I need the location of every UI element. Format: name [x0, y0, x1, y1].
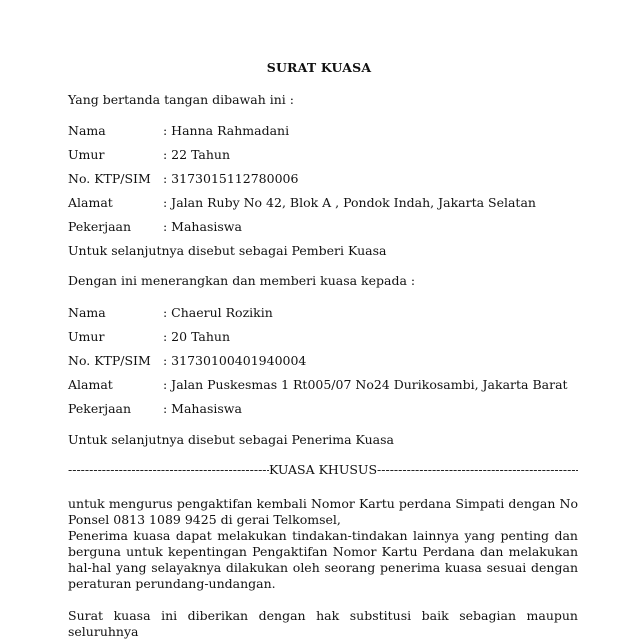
grantee-address-value: : Jalan Puskesmas 1 Rt005/07 No24 Durikosambi, Jakarta Barat: [163, 377, 568, 392]
divider-dash-right: [377, 462, 578, 477]
grantor-address-label: Alamat: [68, 195, 113, 210]
transition-text: Dengan ini menerangkan dan memberi kuasa kepada :: [68, 273, 416, 288]
paragraph-authority: Penerima kuasa dapat melakukan tindakan-tindakan lainnya yang penting dan berguna untuk kepentingan Pengaktifan Nomor Kartu Perdana dan melakukan hal-hal yang selayaknya dilakukan oleh seorang penerima kuasa sesuai dengan peraturan perundang-undangan.: [68, 528, 578, 591]
divider-dash-left: [68, 462, 269, 477]
grantor-occupation-label: Pekerjaan: [68, 219, 132, 234]
grantee-age-value: : 20 Tahun: [163, 329, 231, 344]
grantor-closing: Untuk selanjutnya disebut sebagai Pemberi Kuasa: [68, 243, 387, 258]
grantee-id-value: : 31730100401940004: [163, 353, 307, 368]
grantor-age-value: : 22 Tahun: [163, 147, 231, 162]
grantor-age-label: Umur: [68, 147, 105, 162]
grantor-id-value: : 3173015112780006: [163, 171, 299, 186]
divider-label: KUASA KHUSUS: [268, 462, 378, 477]
grantee-name-label: Nama: [68, 305, 106, 320]
paragraph-substitution: Surat kuasa ini diberikan dengan hak substitusi baik sebagian maupun seluruhnya: [68, 608, 578, 639]
grantee-closing: Untuk selanjutnya disebut sebagai Penerima Kuasa: [68, 432, 394, 447]
grantee-occupation-value: : Mahasiswa: [163, 401, 242, 416]
grantee-occupation-label: Pekerjaan: [68, 401, 132, 416]
grantor-address-value: : Jalan Ruby No 42, Blok A , Pondok Indah, Jakarta Selatan: [163, 195, 536, 210]
grantor-name-value: : Hanna Rahmadani: [163, 123, 290, 138]
grantor-occupation-value: : Mahasiswa: [163, 219, 242, 234]
section-divider: [68, 462, 578, 477]
paragraph-purpose: untuk mengurus pengaktifan kembali Nomor Kartu perdana Simpati dengan No Ponsel 0813 1089 9425 di gerai Telkomsel,: [68, 496, 578, 527]
intro-text: Yang bertanda tangan dibawah ini :: [68, 92, 294, 107]
grantor-name-label: Nama: [68, 123, 106, 138]
grantee-name-value: : Chaerul Rozikin: [163, 305, 273, 320]
grantor-id-label: No. KTP/SIM: [68, 171, 151, 186]
grantee-age-label: Umur: [68, 329, 105, 344]
grantee-id-label: No. KTP/SIM: [68, 353, 151, 368]
grantee-address-label: Alamat: [68, 377, 113, 392]
document-title: SURAT KUASA: [266, 60, 372, 75]
